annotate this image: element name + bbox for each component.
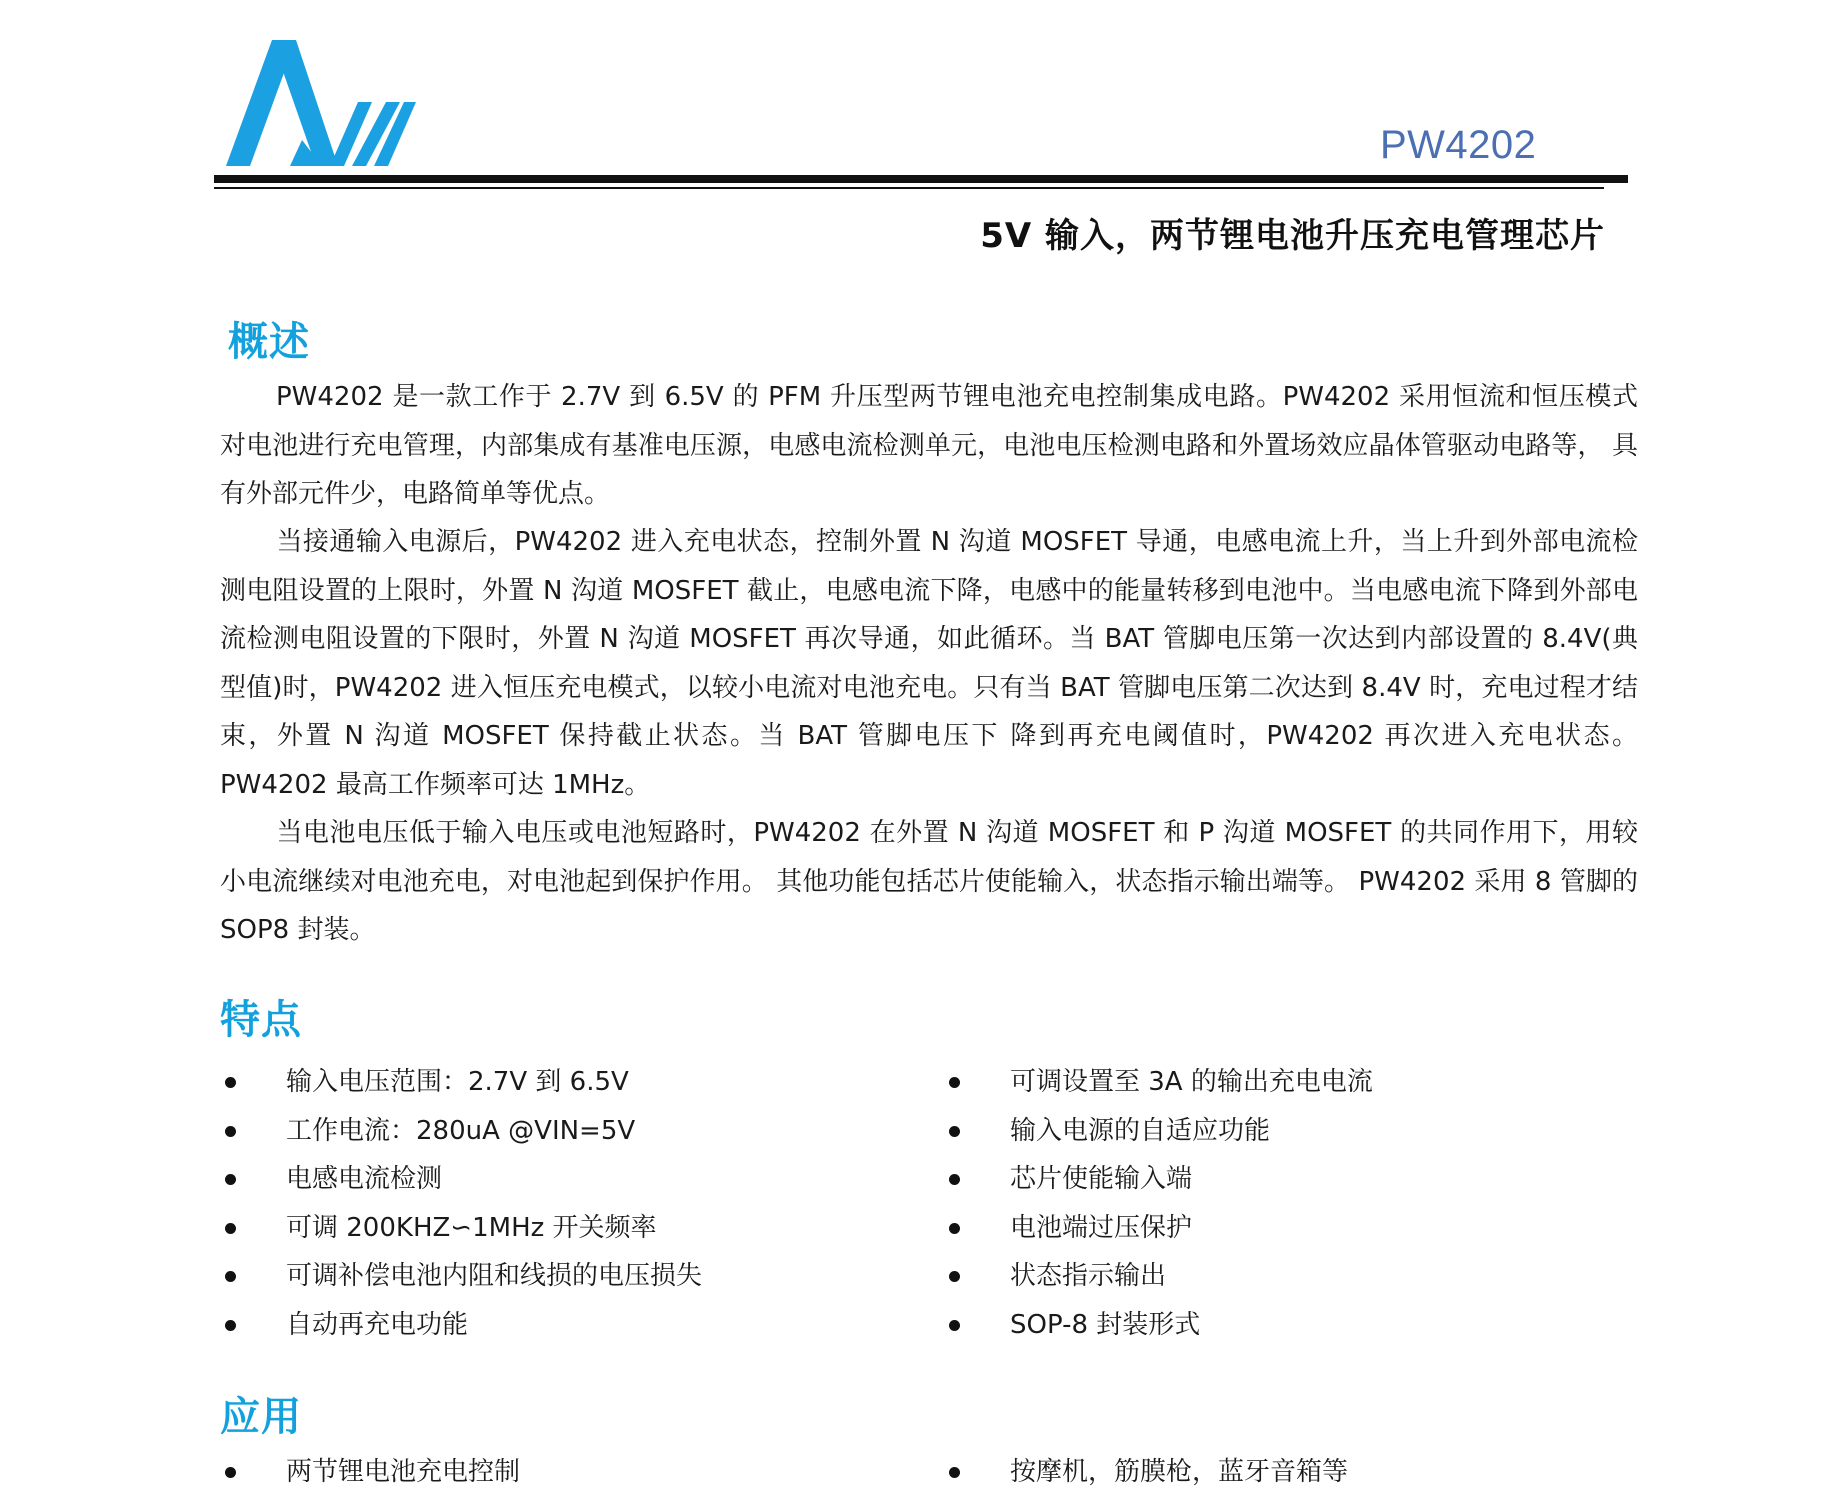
bullet-icon — [949, 1320, 960, 1331]
list-item-text: 电池端过压保护 — [1010, 1212, 1193, 1243]
list-item — [944, 1155, 1373, 1204]
list-item — [944, 1448, 1348, 1497]
document-title: 5V 输入，两节锂电池升压充电管理芯片 — [980, 216, 1605, 256]
overview-heading: 概述 — [228, 319, 310, 365]
list-item — [220, 1204, 702, 1253]
overview-paragraph-text: 当接通输入电源后，PW4202 进入充电状态，控制外置 N 沟道 MOSFET 导通，电感电流上升，当上升到外部电流检测电阻设置的上限时，外置 N 沟道 MOSFET 截止，电感电流下降，电感中的能量转移到电池中。当电感电流下降到外部电流检测电阻设置的下限时，外置 N 沟道 MOSFET 再次导通，如此循环。当 BAT 管脚电压第一次达到内部设置的 8.4V(典型值)时，PW4202 进入恒压充电模式，以较小电流对电池充电。只有当 BAT 管脚电压第二次达到 8.4V 时，充电过程才结束，外置 N 沟道 MOSFET 保持截止状态。当 BAT 管脚电压下 降到再充电阈值时，PW4202 再次进入充电状态。 PW4202 最高工作频率可达 1MHz。 — [220, 527, 1638, 800]
applications-list-right — [944, 1448, 1348, 1497]
list-item — [220, 1301, 702, 1350]
list-item — [944, 1252, 1373, 1301]
list-item-text: 电感电流检测 — [286, 1164, 443, 1194]
list-item — [220, 1107, 702, 1156]
list-item-text: 两节锂电池充电控制 — [286, 1457, 521, 1487]
bullet-icon — [225, 1320, 236, 1331]
list-item — [944, 1058, 1373, 1107]
bullet-icon — [949, 1271, 960, 1282]
list-item-text: 按摩机，筋膜枪，蓝牙音箱等 — [1010, 1457, 1349, 1487]
list-item-text: 工作电流：280uA @VIN=5V — [286, 1115, 636, 1146]
list-item — [220, 1252, 702, 1301]
bullet-icon — [949, 1467, 960, 1478]
bullet-icon — [225, 1174, 236, 1185]
list-item — [944, 1301, 1373, 1350]
header-divider — [214, 175, 1628, 183]
list-item-text: 输入电源的自适应功能 — [1010, 1115, 1271, 1146]
list-item — [944, 1204, 1373, 1253]
part-number: PW4202 — [1380, 123, 1537, 167]
overview-paragraph-text: PW4202 是一款工作于 2.7V 到 6.5V 的 PFM 升压型两节锂电池充电控制集成电路。PW4202 采用恒流和恒压模式对电池进行充电管理，内部集成有基准电压源，电感电流检测单元，电池电压检测电路和外置场效应晶体管驱动电路等， 具有外部元件少，电路简单等优点。 — [220, 382, 1638, 509]
features-list-left — [220, 1058, 702, 1349]
bullet-icon — [225, 1077, 236, 1088]
bullet-icon — [949, 1174, 960, 1185]
overview-paragraph — [220, 518, 1638, 809]
list-item-text: SOP-8 封装形式 — [1010, 1309, 1201, 1340]
list-item-text: 自动再充电功能 — [286, 1309, 469, 1340]
features-list-right — [944, 1058, 1373, 1349]
list-item-text: 可调设置至 3A 的输出充电电流 — [1010, 1067, 1373, 1097]
list-item — [220, 1155, 702, 1204]
list-item-text: 可调 200KHZ∽1MHz 开关频率 — [286, 1212, 657, 1243]
list-item-text: 可调补偿电池内阻和线损的电压损失 — [286, 1261, 703, 1291]
bullet-icon — [949, 1126, 960, 1137]
bullet-icon — [949, 1223, 960, 1234]
list-item-text: 状态指示输出 — [1010, 1261, 1167, 1291]
company-logo — [226, 40, 416, 168]
bullet-icon — [225, 1223, 236, 1234]
logo-mark — [226, 40, 416, 168]
overview-paragraph — [220, 809, 1638, 955]
applications-list-left — [220, 1448, 520, 1497]
features-heading: 特点 — [220, 997, 302, 1043]
overview-paragraph — [220, 373, 1638, 519]
bullet-icon — [225, 1271, 236, 1282]
bullet-icon — [225, 1467, 236, 1478]
applications-heading: 应用 — [220, 1394, 302, 1440]
list-item — [220, 1058, 702, 1107]
list-item-text: 芯片使能输入端 — [1010, 1164, 1193, 1194]
bullet-icon — [949, 1077, 960, 1088]
bullet-icon — [225, 1126, 236, 1137]
header-divider-thin — [214, 187, 1604, 189]
list-item-text: 输入电压范围：2.7V 到 6.5V — [286, 1067, 629, 1097]
overview-paragraph-text: 当电池电压低于输入电压或电池短路时，PW4202 在外置 N 沟道 MOSFET 和 P 沟道 MOSFET 的共同作用下，用较小电流继续对电池充电，对电池起到保护作用。 其他功能包括芯片使能输入，状态指示输出端等。 PW4202 采用 8 管脚的 SOP8 封装。 — [220, 818, 1638, 945]
list-item — [944, 1107, 1373, 1156]
list-item — [220, 1448, 520, 1497]
